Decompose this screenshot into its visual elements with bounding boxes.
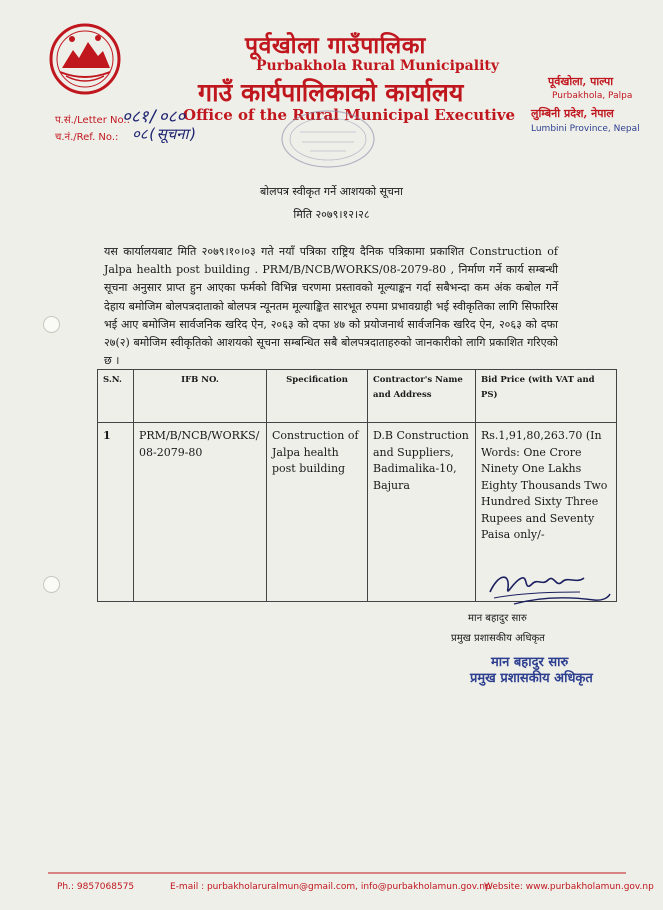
- signer-title: प्रमुख प्रशासकीय अधिकृत: [451, 633, 545, 644]
- header-sn: S.N.: [98, 370, 134, 423]
- office-stamp-icon: [278, 108, 378, 170]
- office-name-english: Office of the Rural Municipal Executive: [183, 106, 516, 124]
- reference-number-value: ०८(सूचना): [132, 125, 198, 143]
- cell-specification: Construction of Jalpa health post building: [267, 423, 368, 602]
- notice-date: मिति २०७९।१२।२८: [293, 208, 370, 221]
- letter-number-value: ०८१/०८०: [122, 107, 186, 127]
- footer-website: Website: www.purbakholamun.gov.np: [484, 882, 654, 892]
- address-english-line-2: Lumbini Province, Nepal: [531, 124, 640, 134]
- cell-sn: 1: [98, 423, 134, 602]
- notice-title: बोलपत्र स्वीकृत गर्ने आशयको सूचना: [260, 185, 403, 198]
- cell-ifb: PRM/B/NCB/WORKS/ 08-2079-80: [134, 423, 267, 602]
- office-name-nepali: गाउँ कार्यपालिकाको कार्यालय: [198, 78, 464, 107]
- cell-contractor: D.B Construction and Suppliers, Badimalika-10, Bajura: [368, 423, 476, 602]
- footer-phone: Ph.: 9857068575: [57, 882, 135, 892]
- header-ifb: IFB NO.: [134, 370, 267, 423]
- notice-body: यस कार्यालयबाट मिति २०७९।१०।०३ गते नयाँ पत्रिका राष्ट्रिय दैनिक पत्रिकामा प्रकाशित Construction of Jalpa health post building . PRM/B/NCB/WORKS/08-2079-80 , निर्माण गर्ने कार्य सम्बन्धी सूचना अनुसार प्राप्त हुन आएका फर्मको विभिन्न चरणमा प्रस्तावको मूल्याङ्कन गर्दा सबैभन्दा कम अंक कबोल गर्ने देहाय बमोजिम बोलपत्रदाताको बोलपत्र न्यूनतम मूल्याङ्कित सारभूत रुपमा प्रभावग्राही भई स्वीकृतिका लागि सिफारिस भई आए बमोजिम सार्वजनिक खरिद ऐन, २०६३ को दफा ४७ को प्रयोजनार्थ सार्वजनिक खरिद ऐन, २०६३ को दफा २७(२) बमोजिम स्वीकृतिको आशयको सूचना सम्बन्धित सबै बोलपत्रदाताहरुको जानकारीको लागि प्रकाशित गरिएको छ ।: [104, 245, 558, 368]
- address-nepali-line-1: पूर्वखोला, पाल्पा: [548, 75, 614, 88]
- cell-bid-price: Rs.1,91,80,263.70 (In Words: One Crore Ninety One Lakhs Eighty Thousands Two Hundred Sixty Three Rupees and Seventy Paisa only/-: [476, 423, 617, 602]
- municipality-name-nepali: पूर्वखोला गाउँपालिका: [245, 32, 426, 59]
- municipality-emblem-icon: [48, 22, 122, 96]
- footer-divider: [0, 872, 663, 874]
- header-specification: Specification: [267, 370, 368, 423]
- reference-number-label: च.नं./Ref. No.:: [55, 132, 119, 143]
- punch-hole-bottom: [43, 576, 60, 593]
- footer-email: E-mail : purbakholaruralmun@gmail.com, info@purbakholamun.gov.np: [170, 882, 491, 892]
- municipality-name-english: Purbakhola Rural Municipality: [256, 58, 499, 74]
- signature-icon: [484, 562, 614, 614]
- table-header-row: [98, 370, 617, 423]
- signer-name: मान बहादुर सारु: [468, 613, 527, 624]
- address-english-line-1: Purbakhola, Palpa: [552, 91, 633, 101]
- seal-name: मान बहादुर सारु: [491, 655, 569, 670]
- header-contractor: Contractor's Name and Address: [368, 370, 476, 423]
- header-bid-price: Bid Price (with VAT and PS): [476, 370, 617, 423]
- letter-number-label: प.सं./Letter No.:: [55, 115, 130, 126]
- seal-title: प्रमुख प्रशासकीय अधिकृत: [470, 671, 593, 686]
- punch-hole-top: [43, 316, 60, 333]
- address-nepali-line-2: लुम्बिनी प्रदेश, नेपाल: [531, 107, 614, 120]
